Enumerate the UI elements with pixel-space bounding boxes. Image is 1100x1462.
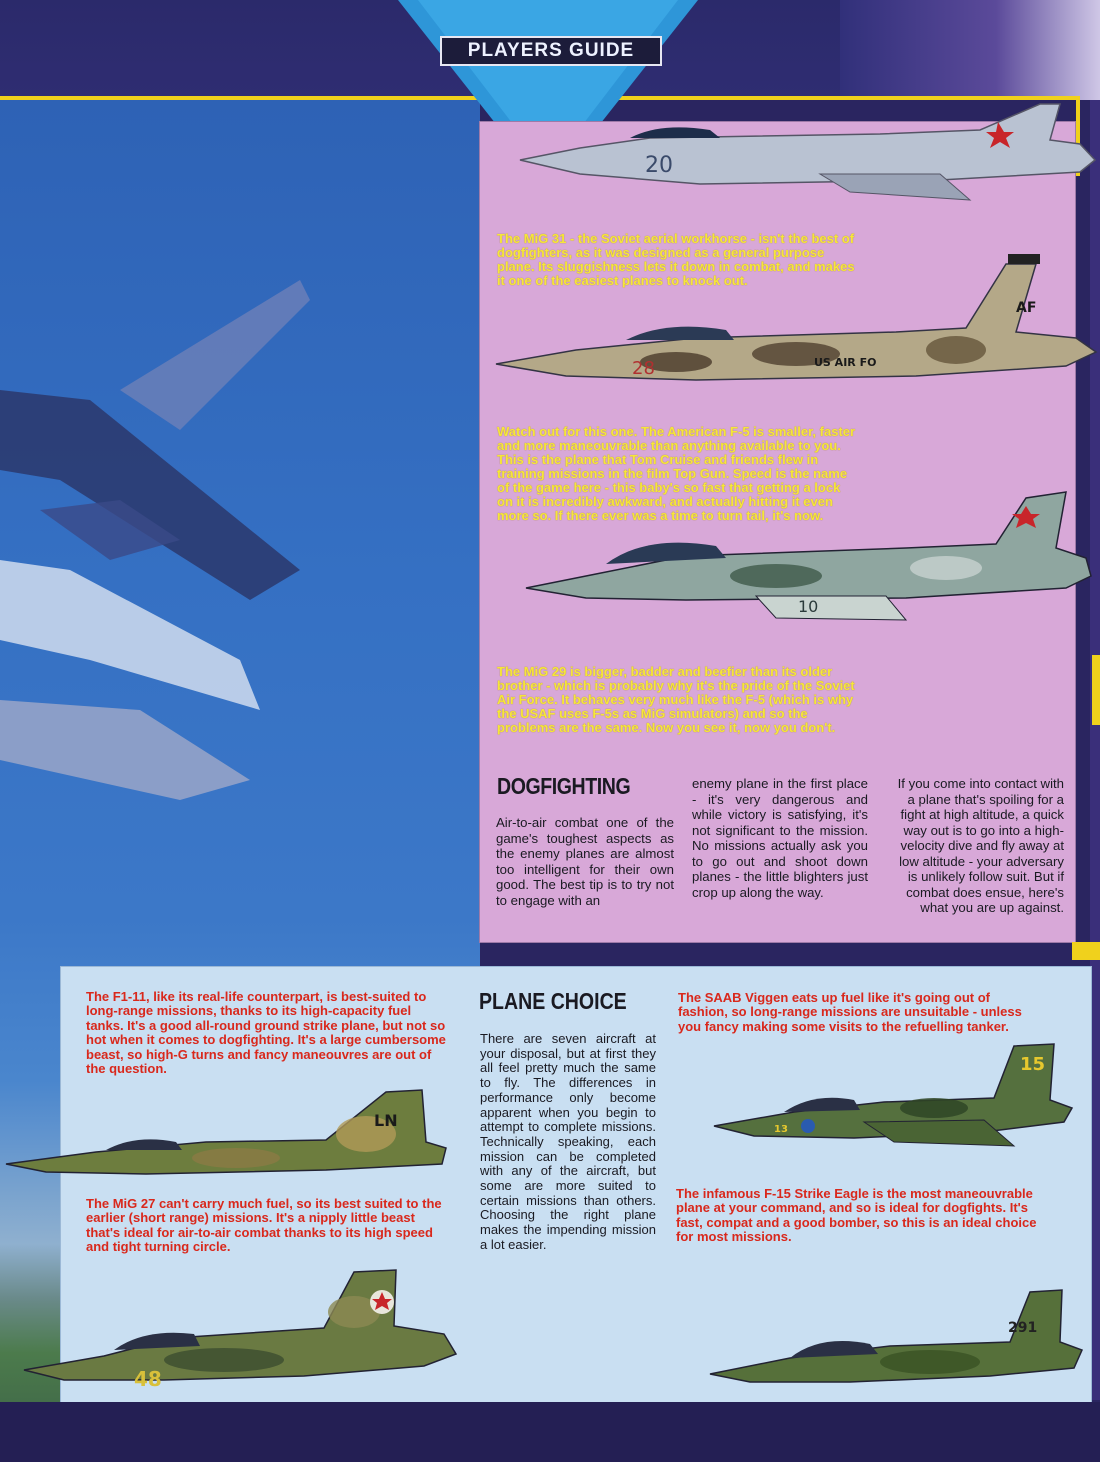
mig31-illustration [520,100,1100,220]
f5-tail-marking: AF [1016,300,1037,316]
mig27-tail-number: 48 [134,1367,162,1391]
mig29-caption: The MiG 29 is bigger, badder and beefier than its older brother - which is probably why it's the pride of the Soviet Air Force. It behaves very much like the F-5 (which is why the USAF uses F-5s as MiG simulators) and so the problems are the same. Now you see it, now you don't. [497,664,855,735]
mig29-tail-number: 10 [798,597,819,616]
mig31-caption: The MiG 31 - the Soviet aerial workhorse - isn't the best of dogfighters, as it was designed as a general purpose plane. Its sluggishness lets it down in combat, and makes it one of the easiest planes to knock out. [497,231,855,288]
f5-marking: US AIR FO [814,356,877,369]
mig31-tail-number: 20 [645,153,673,178]
mig27-illustration [24,1262,460,1402]
yellow-edge-tab [1092,655,1100,725]
dogfighting-col-2: enemy plane in the first place - it's very dangerous and while victory is satisfying, it's not significant to the mission. No missions actually ask you to go out and shoot down planes - the little blighters just crop up along the way. [692,776,868,900]
f15-illustration [710,1288,1086,1398]
f111-tail-marking: LN [374,1111,398,1130]
f15-tail-number: 291 [1008,1320,1038,1336]
viggen-tail-number: 15 [1020,1054,1046,1075]
viggen-caption: The SAAB Viggen eats up fuel like it's going out of fashion, so long-range missions are unsuitable - unless you fancy making some visits to the refuelling tanker. [678,990,1022,1034]
f5-tail-number: 28 [632,358,655,379]
f111-caption: The F1-11, like its real-life counterpart, is best-suited to long-range missions, thanks to its high-capacity fuel tanks. It's a good all-round ground strike plane, but not so hot when it comes to dogfighting. It's a large cumbersome beast, so high-G turns and fancy maneouvres are out of the question. [86,989,446,1077]
f111-illustration [6,1086,452,1182]
f15-caption: The infamous F-15 Strike Eagle is the most maneouvrable plane at your command, and so is ideal for dogfights. It's fast, compat and a good bomber, so this is an ideal choice for most missions. [676,1186,1037,1245]
dogfighting-col-1: Air-to-air combat one of the game's toughest aspects as the enemy planes are almost too intelligent for their own good. The best tip is to try not to engage with an [496,815,674,908]
section-header [440,36,662,66]
yellow-edge-tab-2 [1072,942,1100,960]
viggen-nose-number: 13 [774,1124,788,1135]
bottom-band [0,1402,1100,1462]
top-right-glow [840,0,1100,100]
mig29-illustration [526,488,1096,628]
dogfighting-heading: DOGFIGHTING [497,773,631,799]
f5-illustration [496,254,1100,404]
plane-choice-heading: PLANE CHOICE [479,988,627,1014]
plane-choice-body: There are seven aircraft at your disposal, but at first they all feel pretty much the same to fly. The differences in performance only become apparent when you begin to attempt to complete missions. Technically speaking, each mission can be completed with any of the aircraft, but some are more suited to certain missions than others. Choosing the right plane makes the impending mission a lot easier. [480,1031,656,1252]
f5-caption: Watch out for this one. The American F-5 is smaller, faster and more maneouvrable than anything available to you. This is the plane that Tom Cruise and friends flew in training missions in the film Top Gun. Speed is the name of the game here - this baby's so fast that getting a lock on it is incredibly awkward, and actually hitting it even more so. If there ever was a time to turn tail, it's now. [497,424,856,523]
dogfighting-col-3: If you come into contact with a plane that's spoiling for a fight at high altitude, a quick way out is to go into a high-velocity dive and fly away at low altitude - your adversary is unlikely follow suit. But if combat does ensue, here's what you are up against. [897,776,1064,915]
viggen-illustration [714,1042,1080,1150]
section-title: PLAYERS GUIDE [467,40,635,61]
mig27-caption: The MiG 27 can't carry much fuel, so its best suited to the earlier (short range) missions. It's a nipply little beast that's ideal for air-to-air combat thanks to its high speed and tight turning circle. [86,1196,442,1255]
pixel-jet-artwork [0,240,480,800]
